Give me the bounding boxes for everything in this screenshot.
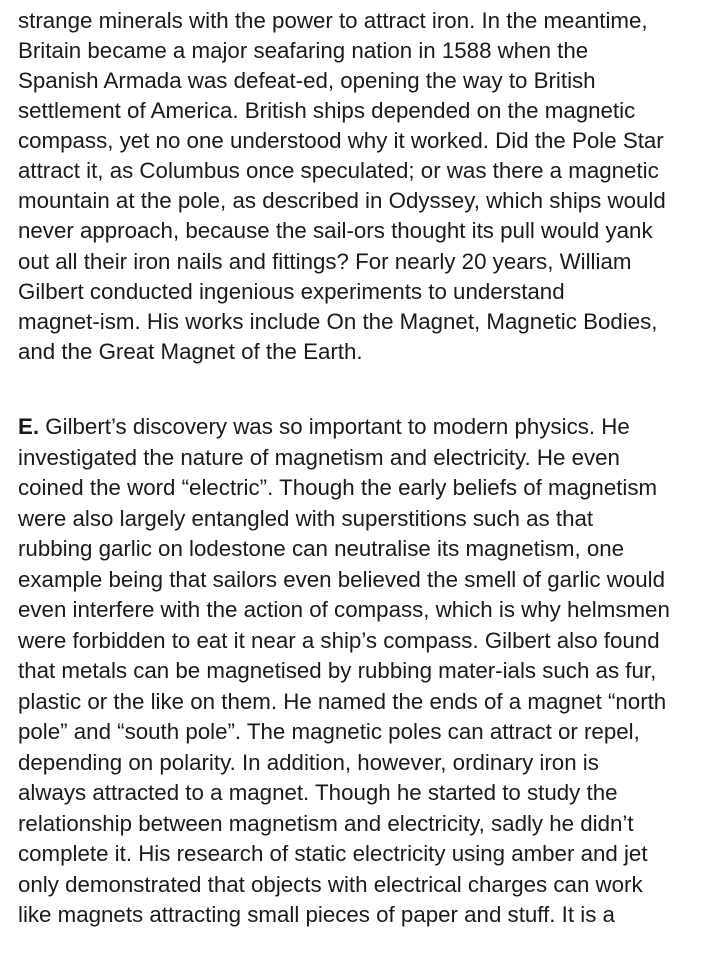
text-line: only demonstrated that objects with electrical charges can work — [18, 872, 643, 897]
text-line: Gilbert conducted ingenious experiments to understand — [18, 279, 565, 304]
text-line: pole” and “south pole”. The magnetic poles can attract or repel, — [18, 719, 640, 744]
text-line: Spanish Armada was defeat-ed, opening the way to British — [18, 68, 596, 93]
text-line: settlement of America. British ships depended on the magnetic — [18, 98, 636, 123]
text-line: mountain at the pole, as described in Odyssey, which ships would — [18, 188, 666, 213]
text-line: Britain became a major seafaring nation in 1588 when the — [18, 38, 589, 63]
text-line: that metals can be magnetised by rubbing mater-ials such as fur, — [18, 658, 657, 683]
text-line: relationship between magnetism and electricity, sadly he didn’t — [18, 811, 634, 836]
text-line: plastic or the like on them. He named the ends of a magnet “north — [18, 689, 667, 714]
text-line: magnet-ism. His works include On the Magnet, Magnetic Bodies, — [18, 309, 658, 334]
text-line: never approach, because the sail-ors thought its pull would yank — [18, 218, 653, 243]
text-line: strange minerals with the power to attract iron. In the meantime, — [18, 8, 648, 33]
text-line: coined the word “electric”. Though the early beliefs of magnetism — [18, 475, 658, 500]
text-line: example being that sailors even believed the smell of garlic would — [18, 567, 665, 592]
text-line: always attracted to a magnet. Though he started to study the — [18, 780, 618, 805]
text-line: attract it, as Columbus once speculated; or was there a magnetic — [18, 158, 659, 183]
text-line: were also largely entangled with superstitions such as that — [18, 506, 594, 531]
text-line: were forbidden to eat it near a ship’s compass. Gilbert also found — [18, 628, 660, 653]
text-line: rubbing garlic on lodestone can neutralise its magnetism, one — [18, 536, 625, 561]
text-line: and the Great Magnet of the Earth. — [18, 339, 363, 364]
text-line: even interfere with the action of compass, which is why helmsmen — [18, 597, 670, 622]
text-line: depending on polarity. In addition, however, ordinary iron is — [18, 750, 599, 775]
text-line: like magnets attracting small pieces of paper and stuff. It is a — [18, 902, 615, 927]
text-line: investigated the nature of magnetism and electricity. He even — [18, 445, 620, 470]
text-line: complete it. His research of static electricity using amber and jet — [18, 841, 648, 866]
paragraph-first-line: Gilbert’s discovery was so important to modern physics. He — [39, 414, 630, 439]
text-line: compass, yet no one understood why it worked. Did the Pole Star — [18, 128, 664, 153]
paragraph-label: E. — [18, 414, 40, 439]
text-line — [18, 412, 630, 442]
text-line: out all their iron nails and fittings? For nearly 20 years, William — [18, 249, 632, 274]
